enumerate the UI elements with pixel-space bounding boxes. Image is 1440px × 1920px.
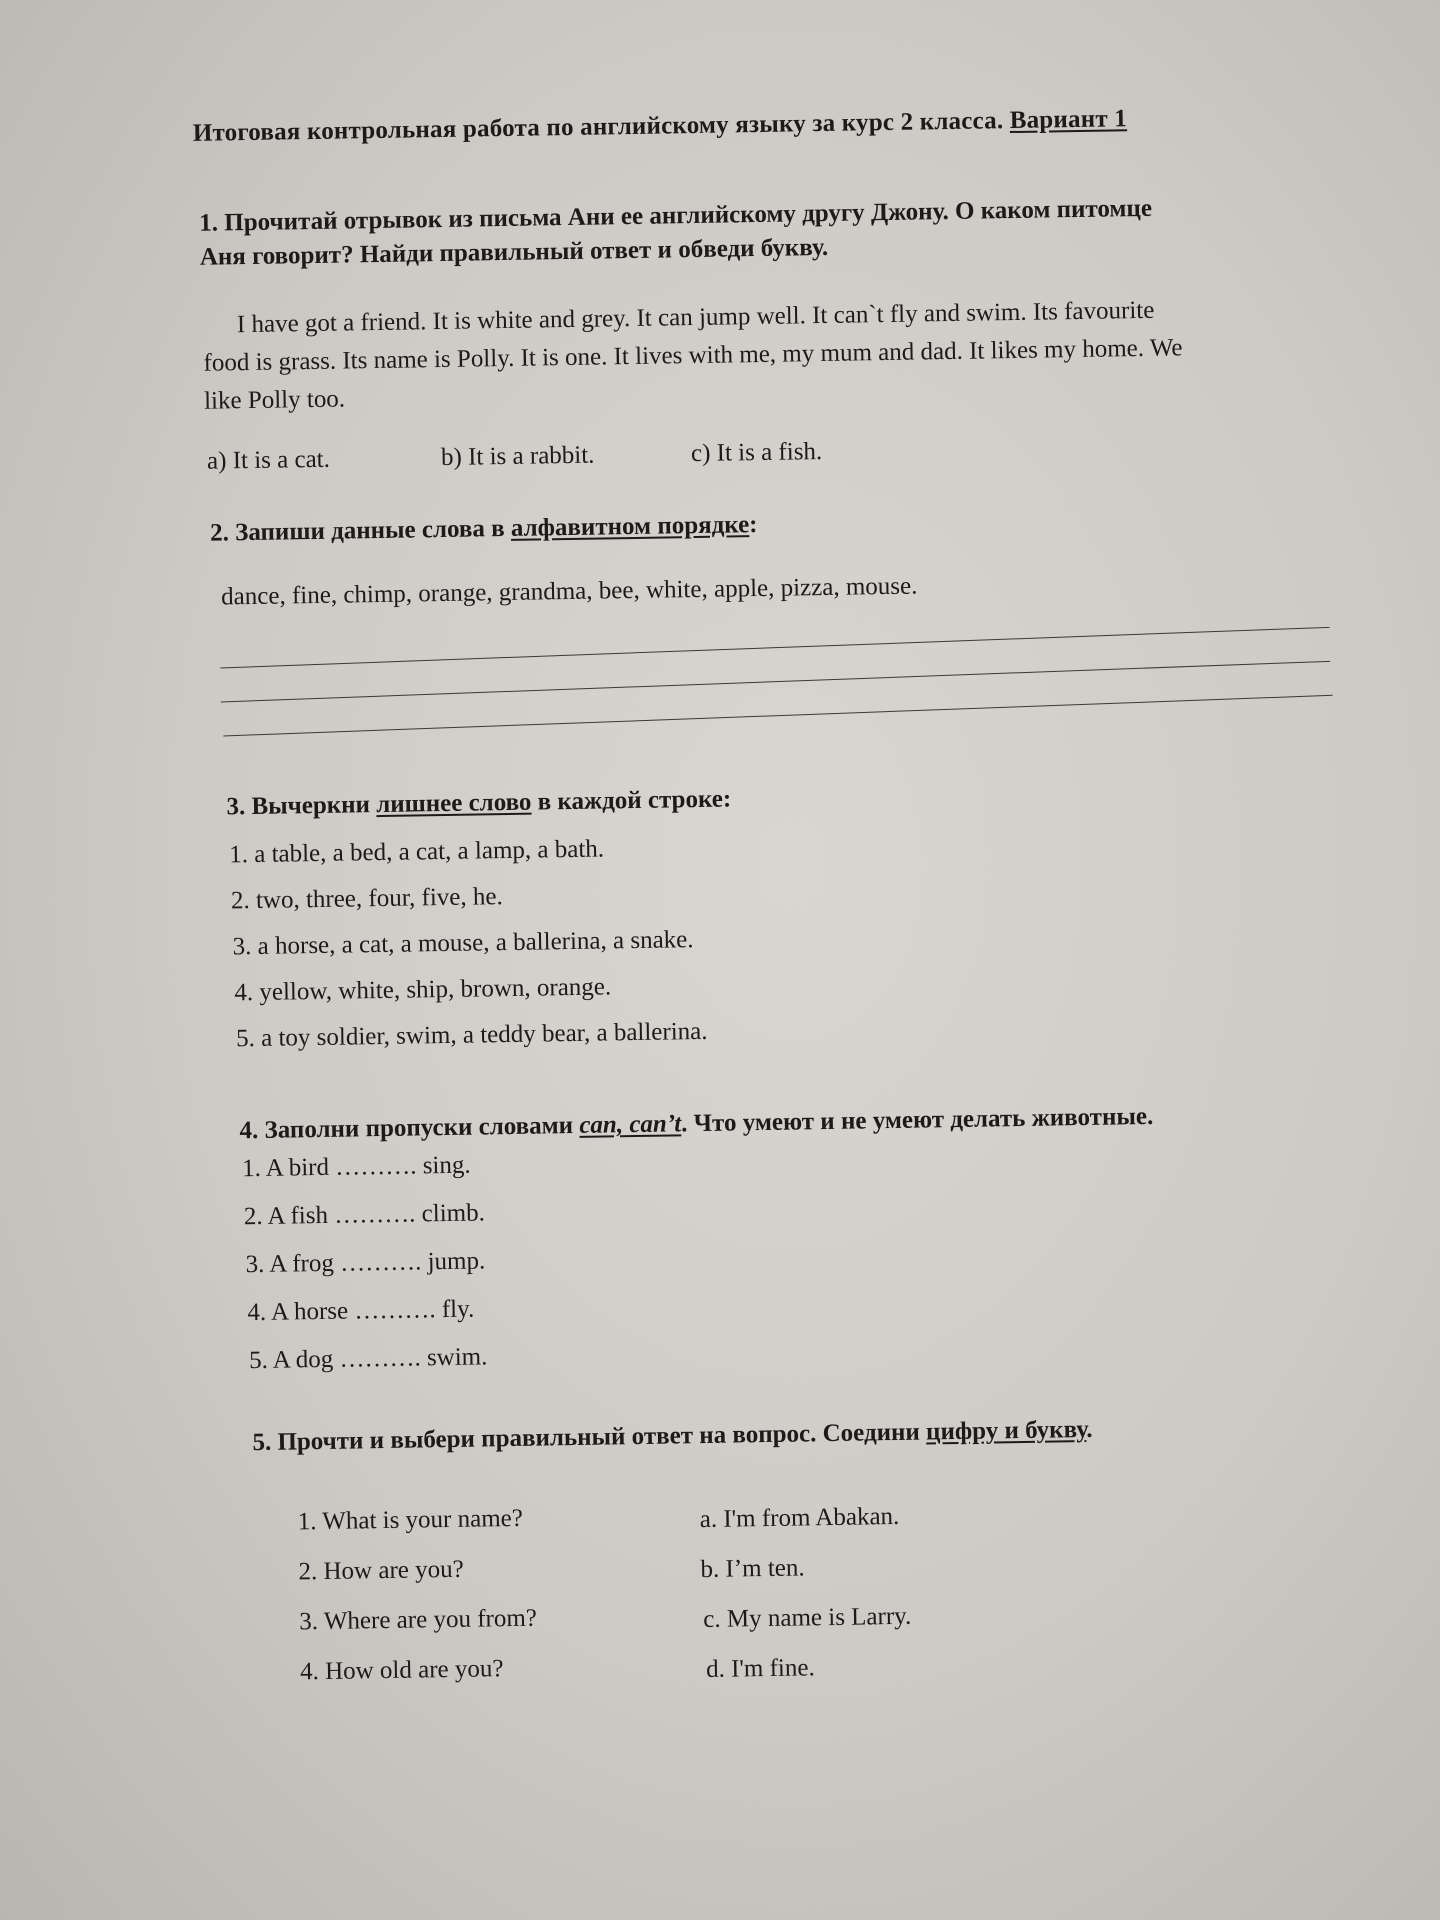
task4-row-2: 2. A fish ………. climb. xyxy=(243,1199,486,1231)
task5-answer-c: c. My name is Larry. xyxy=(703,1602,912,1634)
answer-line-2[interactable] xyxy=(221,661,1330,703)
task3-heading-suffix: в каждой строке: xyxy=(531,785,732,816)
task4-row-3: 3. A frog ………. jump. xyxy=(245,1247,486,1279)
task5-question-1: 1. What is your name? xyxy=(297,1504,524,1536)
task5-question-3: 3. Where are you from? xyxy=(299,1604,538,1636)
task2-heading xyxy=(210,511,758,548)
task5-answer-a: a. I'm from Abakan. xyxy=(699,1502,900,1534)
task4-row-1: 1. A bird ………. sing. xyxy=(241,1151,471,1183)
task5-heading-prefix: 5. Прочти и выбери правильный ответ на вопрос. Соедини xyxy=(252,1418,927,1457)
task5-answer-d: d. I'm fine. xyxy=(705,1654,815,1683)
task5-question-4: 4. How old are you? xyxy=(299,1655,504,1686)
task2-word-list: dance, fine, chimp, orange, grandma, bee, white, apple, pizza, mouse. xyxy=(220,572,918,611)
task1-passage-line3: like Polly too. xyxy=(203,385,346,415)
task1-heading-line2: Аня говорит? Найди правильный ответ и обведи букву. xyxy=(199,233,829,271)
task2-heading-suffix: : xyxy=(748,511,758,539)
title-variant: Вариант 1 xyxy=(1009,105,1128,135)
task4-row-4: 4. A horse ………. fly. xyxy=(247,1295,475,1327)
answer-line-1[interactable] xyxy=(220,627,1329,669)
task4-row-5: 5. A dog ………. swim. xyxy=(248,1343,488,1375)
task1-option-c: c) It is a fish. xyxy=(690,438,823,468)
task5-answer-b: b. I’m ten. xyxy=(700,1554,805,1584)
task5-heading xyxy=(252,1416,1092,1457)
task3-row-1: 1. a table, a bed, a cat, a lamp, a bath. xyxy=(229,835,605,869)
task3-row-3: 3. a horse, a cat, a mouse, a ballerina, a snake. xyxy=(232,926,694,961)
task1-passage-line2: food is grass. Its name is Polly. It is one. It lives with me, my mum and dad. It likes my home. We xyxy=(203,334,1183,377)
task1-passage-line1: I have got a friend. It is white and grey. It can jump well. It can`t fly and swim. Its favourite xyxy=(236,296,1155,339)
task1-option-b: b) It is a rabbit. xyxy=(440,441,595,472)
task1-option-a: a) It is a cat. xyxy=(206,445,331,475)
task5-question-2: 2. How are you? xyxy=(298,1555,464,1586)
task3-heading-underlined: лишнее слово xyxy=(376,788,532,819)
task3-heading xyxy=(226,785,731,821)
task3-row-2: 2. two, three, four, five, he. xyxy=(230,883,503,915)
task3-row-4: 4. yellow, white, ship, brown, orange. xyxy=(234,973,612,1007)
task1-heading-line1: 1. Прочитай отрывок из письма Ани ее английскому другу Джону. О каком питомце xyxy=(199,194,1153,237)
task2-heading-underlined: алфавитном порядке xyxy=(510,511,750,542)
task4-heading-suffix: . Что умеют и не умеют делать животные. xyxy=(680,1102,1154,1138)
task4-heading-underlined: can, can’t xyxy=(579,1110,682,1139)
title-main: Итоговая контрольная работа по английскому языку за курс 2 класса. xyxy=(192,107,1004,147)
page-title xyxy=(193,105,1127,148)
task3-heading-prefix: 3. Вычеркни xyxy=(226,791,377,821)
task3-row-5: 5. a toy soldier, swim, a teddy bear, a ballerina. xyxy=(235,1017,708,1053)
task2-heading-prefix: 2. Запиши данные слова в xyxy=(209,514,512,547)
task4-heading xyxy=(239,1103,1153,1145)
answer-line-3[interactable] xyxy=(223,695,1332,737)
task4-heading-prefix: 4. Заполни пропуски словами xyxy=(239,1111,580,1145)
task5-heading-underlined: цифру и букву xyxy=(925,1416,1087,1446)
task5-heading-suffix: . xyxy=(1086,1415,1093,1443)
